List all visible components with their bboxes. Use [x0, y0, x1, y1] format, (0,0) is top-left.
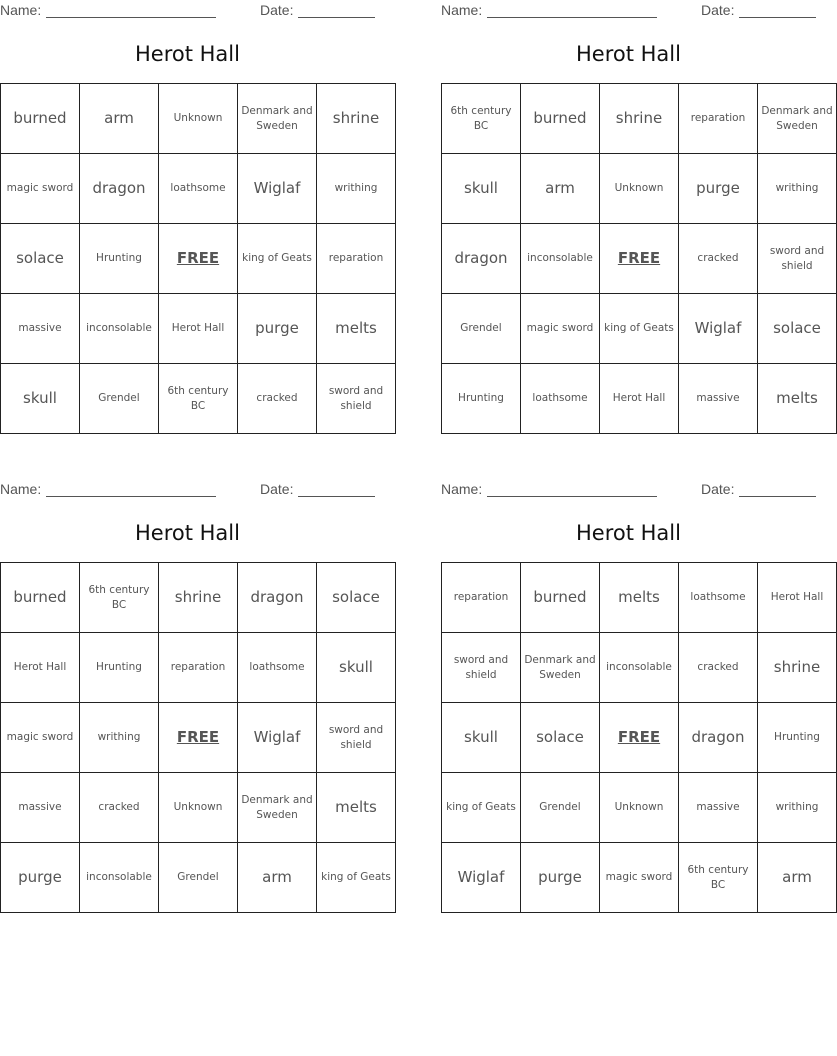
grid-row — [1, 633, 396, 703]
grid-row — [1, 843, 396, 913]
bingo-cell: loathsome — [238, 633, 317, 703]
name-label: Name: — [0, 2, 42, 18]
card-header — [0, 2, 375, 20]
bingo-cell: king of Geats — [317, 843, 396, 913]
bingo-cell: writhing — [80, 703, 159, 773]
bingo-cell: king of Geats — [600, 294, 679, 364]
name-label: Name: — [441, 481, 483, 497]
bingo-cell: Grendel — [521, 773, 600, 843]
grid-row — [442, 84, 837, 154]
bingo-cell: purge — [521, 843, 600, 913]
bingo-cell: 6th century BC — [159, 364, 238, 434]
bingo-cell: reparation — [442, 563, 521, 633]
card-title: Herot Hall — [576, 521, 681, 545]
grid-row — [1, 294, 396, 364]
date-label: Date: — [260, 2, 294, 18]
name-blank — [46, 17, 216, 18]
grid-row — [442, 224, 837, 294]
bingo-cell: purge — [679, 154, 758, 224]
bingo-cell: inconsolable — [600, 633, 679, 703]
grid-row — [442, 364, 837, 434]
bingo-cell: dragon — [80, 154, 159, 224]
bingo-cell: skull — [442, 703, 521, 773]
name-blank — [487, 496, 657, 497]
grid-row — [1, 773, 396, 843]
grid-row — [442, 154, 837, 224]
bingo-cell: burned — [521, 563, 600, 633]
bingo-cell: Wiglaf — [679, 294, 758, 364]
bingo-grid — [441, 562, 837, 913]
bingo-cell: purge — [238, 294, 317, 364]
bingo-cell: magic sword — [521, 294, 600, 364]
bingo-cell: sword and shield — [317, 364, 396, 434]
card-header — [0, 481, 375, 499]
bingo-cell: Hrunting — [758, 703, 837, 773]
bingo-cell: dragon — [679, 703, 758, 773]
bingo-cell: king of Geats — [442, 773, 521, 843]
grid-row — [442, 773, 837, 843]
bingo-cell: Wiglaf — [442, 843, 521, 913]
bingo-cell: arm — [758, 843, 837, 913]
bingo-cell: massive — [1, 773, 80, 843]
bingo-cell: Denmark and Sweden — [521, 633, 600, 703]
bingo-cell: cracked — [679, 224, 758, 294]
name-blank — [46, 496, 216, 497]
bingo-cell: Denmark and Sweden — [238, 84, 317, 154]
bingo-cell: loathsome — [159, 154, 238, 224]
bingo-cell: 6th century BC — [679, 843, 758, 913]
bingo-cell: sword and shield — [442, 633, 521, 703]
bingo-cell: Wiglaf — [238, 703, 317, 773]
bingo-cell: reparation — [317, 224, 396, 294]
card-header — [441, 481, 816, 499]
bingo-cell: loathsome — [521, 364, 600, 434]
bingo-cell: loathsome — [679, 563, 758, 633]
grid-row — [1, 154, 396, 224]
bingo-cell: Herot Hall — [159, 294, 238, 364]
bingo-cell: melts — [317, 773, 396, 843]
bingo-grid — [441, 83, 837, 434]
date-label: Date: — [260, 481, 294, 497]
grid-row — [442, 563, 837, 633]
bingo-cell: magic sword — [1, 154, 80, 224]
name-label: Name: — [0, 481, 42, 497]
bingo-grid — [0, 562, 396, 913]
bingo-cell: magic sword — [1, 703, 80, 773]
bingo-cell: Hrunting — [80, 633, 159, 703]
bingo-cell: reparation — [679, 84, 758, 154]
grid-row — [1, 563, 396, 633]
bingo-cell: arm — [238, 843, 317, 913]
bingo-cell: Denmark and Sweden — [758, 84, 837, 154]
bingo-cell: solace — [521, 703, 600, 773]
bingo-cell: massive — [679, 364, 758, 434]
bingo-cell: writhing — [758, 154, 837, 224]
bingo-cell: Herot Hall — [758, 563, 837, 633]
bingo-cell: solace — [1, 224, 80, 294]
free-space-cell: FREE — [600, 224, 679, 294]
bingo-cell: sword and shield — [758, 224, 837, 294]
grid-row — [1, 703, 396, 773]
bingo-cell: massive — [1, 294, 80, 364]
bingo-cell: burned — [1, 563, 80, 633]
grid-row — [442, 294, 837, 364]
bingo-cell: melts — [758, 364, 837, 434]
date-label: Date: — [701, 481, 735, 497]
date-blank — [739, 496, 816, 497]
bingo-cell: cracked — [80, 773, 159, 843]
bingo-cell: shrine — [159, 563, 238, 633]
grid-row — [1, 84, 396, 154]
card-title: Herot Hall — [135, 42, 240, 66]
bingo-cell: Grendel — [80, 364, 159, 434]
free-space-cell: FREE — [159, 703, 238, 773]
bingo-cell: dragon — [238, 563, 317, 633]
card-header — [441, 2, 816, 20]
bingo-cell: Unknown — [159, 84, 238, 154]
bingo-cell: magic sword — [600, 843, 679, 913]
bingo-cell: reparation — [159, 633, 238, 703]
bingo-grid — [0, 83, 396, 434]
bingo-cell: dragon — [442, 224, 521, 294]
name-blank — [487, 17, 657, 18]
bingo-cell: Unknown — [600, 154, 679, 224]
bingo-cell: shrine — [600, 84, 679, 154]
bingo-cell: skull — [1, 364, 80, 434]
bingo-cell: Unknown — [600, 773, 679, 843]
bingo-cell: cracked — [238, 364, 317, 434]
bingo-cell: solace — [317, 563, 396, 633]
bingo-cell: melts — [317, 294, 396, 364]
grid-row — [442, 633, 837, 703]
bingo-cell: Unknown — [159, 773, 238, 843]
bingo-cell: king of Geats — [238, 224, 317, 294]
date-blank — [298, 17, 375, 18]
bingo-cell: purge — [1, 843, 80, 913]
bingo-cell: burned — [521, 84, 600, 154]
grid-row — [442, 703, 837, 773]
bingo-cell: writhing — [758, 773, 837, 843]
bingo-cell: 6th century BC — [80, 563, 159, 633]
bingo-cell: burned — [1, 84, 80, 154]
name-label: Name: — [441, 2, 483, 18]
date-label: Date: — [701, 2, 735, 18]
bingo-cell: sword and shield — [317, 703, 396, 773]
bingo-cell: melts — [600, 563, 679, 633]
bingo-cell: skull — [442, 154, 521, 224]
date-blank — [739, 17, 816, 18]
bingo-cell: arm — [521, 154, 600, 224]
bingo-cell: massive — [679, 773, 758, 843]
free-space-cell: FREE — [600, 703, 679, 773]
bingo-cell: Herot Hall — [600, 364, 679, 434]
grid-row — [1, 364, 396, 434]
bingo-cell: Wiglaf — [238, 154, 317, 224]
bingo-cell: Grendel — [159, 843, 238, 913]
bingo-cell: writhing — [317, 154, 396, 224]
bingo-cell: solace — [758, 294, 837, 364]
card-title: Herot Hall — [135, 521, 240, 545]
bingo-cell: inconsolable — [80, 843, 159, 913]
bingo-cell: Grendel — [442, 294, 521, 364]
bingo-cell: shrine — [758, 633, 837, 703]
grid-row — [1, 224, 396, 294]
card-title: Herot Hall — [576, 42, 681, 66]
bingo-cell: Herot Hall — [1, 633, 80, 703]
bingo-cell: arm — [80, 84, 159, 154]
bingo-cell: inconsolable — [521, 224, 600, 294]
bingo-cell: Hrunting — [442, 364, 521, 434]
bingo-cell: Hrunting — [80, 224, 159, 294]
bingo-cell: Denmark and Sweden — [238, 773, 317, 843]
free-space-cell: FREE — [159, 224, 238, 294]
grid-row — [442, 843, 837, 913]
bingo-cell: shrine — [317, 84, 396, 154]
bingo-cell: cracked — [679, 633, 758, 703]
bingo-cell: 6th century BC — [442, 84, 521, 154]
bingo-cell: inconsolable — [80, 294, 159, 364]
date-blank — [298, 496, 375, 497]
bingo-cell: skull — [317, 633, 396, 703]
